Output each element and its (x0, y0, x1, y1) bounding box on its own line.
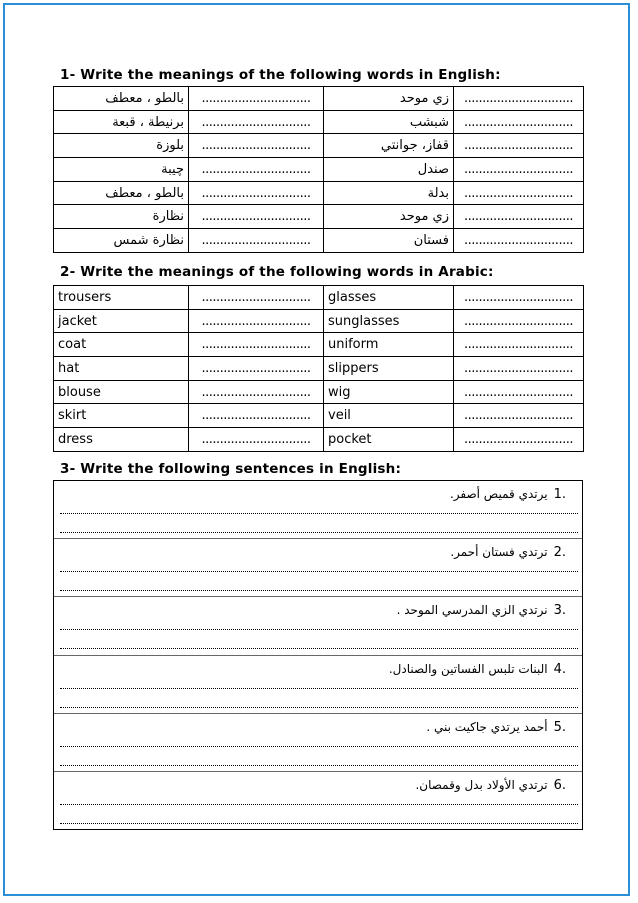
answer-blank[interactable]: .............................. (189, 428, 324, 452)
answer-blank[interactable]: .............................. (189, 87, 324, 111)
section2-table (53, 285, 584, 452)
answer-blank[interactable]: .............................. (454, 158, 584, 182)
word-cell: pocket (324, 428, 454, 452)
answer-line[interactable] (60, 765, 578, 766)
sentence-text (450, 487, 566, 502)
word-cell: شبشب (324, 110, 454, 134)
word-cell: قفاز، جوانتي (324, 134, 454, 158)
section2-heading: 2- Write the meanings of the following words in Arabic: (60, 264, 494, 280)
answer-blank[interactable]: .............................. (189, 110, 324, 134)
table-row (54, 134, 584, 158)
answer-blank[interactable]: .............................. (189, 286, 324, 310)
sentences-box (53, 480, 583, 830)
sentence-item (54, 656, 582, 714)
word-cell: veil (324, 404, 454, 428)
table-row (54, 87, 584, 111)
answer-line[interactable] (60, 571, 578, 572)
answer-line[interactable] (60, 707, 578, 708)
word-cell: slippers (324, 357, 454, 381)
answer-blank[interactable]: .............................. (454, 428, 584, 452)
answer-blank[interactable]: .............................. (454, 380, 584, 404)
answer-line[interactable] (60, 804, 578, 805)
word-cell: بدلة (324, 181, 454, 205)
table-row (54, 357, 584, 381)
word-cell: بالطو ، معطف (54, 181, 189, 205)
answer-blank[interactable]: .............................. (454, 229, 584, 253)
sentence-number: 1. (553, 487, 566, 502)
answer-blank[interactable]: .............................. (189, 205, 324, 229)
sentence-item (54, 597, 582, 655)
word-cell: زي موحد (324, 205, 454, 229)
sentence-number: 4. (553, 661, 566, 677)
section1-table (53, 86, 584, 253)
section1-heading: 1- Write the meanings of the following words in English: (60, 67, 501, 83)
sentence-text (426, 720, 566, 735)
sentence-item (54, 481, 582, 539)
answer-blank[interactable]: .............................. (189, 333, 324, 357)
sentence-item (54, 714, 582, 772)
word-cell: چيبة (54, 158, 189, 182)
word-cell: coat (54, 333, 189, 357)
answer-blank[interactable]: .............................. (189, 181, 324, 205)
answer-blank[interactable]: .............................. (454, 134, 584, 158)
sentence-number: 6. (553, 777, 566, 793)
answer-blank[interactable]: .............................. (189, 380, 324, 404)
word-cell: dress (54, 428, 189, 452)
table-row (54, 404, 584, 428)
word-cell: jacket (54, 309, 189, 333)
word-cell: بلوزة (54, 134, 189, 158)
sentence-number: 5. (553, 719, 566, 735)
answer-line[interactable] (60, 532, 578, 533)
word-cell: wig (324, 380, 454, 404)
sentence-number: 3. (553, 603, 566, 619)
answer-blank[interactable]: .............................. (189, 134, 324, 158)
sentence-arabic: نرتدي الزي المدرسي الموحد . (396, 603, 548, 618)
sentence-text (415, 778, 566, 793)
table-row (54, 286, 584, 310)
sentence-number: 2. (553, 545, 566, 561)
table-row (54, 380, 584, 404)
sentence-item (54, 539, 582, 597)
sentence-text (397, 603, 566, 618)
word-cell: فستان (324, 229, 454, 253)
answer-blank[interactable]: .............................. (454, 357, 584, 381)
word-cell: sunglasses (324, 309, 454, 333)
sentence-arabic: يرتدي قميص أصفر. (449, 487, 548, 501)
word-cell: زي موحد (324, 87, 454, 111)
table-row (54, 110, 584, 134)
word-cell: برنيطة ، قبعة (54, 110, 189, 134)
answer-blank[interactable]: .............................. (189, 309, 324, 333)
answer-blank[interactable]: .............................. (454, 333, 584, 357)
answer-line[interactable] (60, 648, 578, 649)
sentence-arabic: ترتدي الأولاد بدل وقمصان. (415, 777, 548, 792)
answer-line[interactable] (60, 823, 578, 824)
sentence-arabic: ترتدي فستان أحمر. (450, 545, 548, 560)
sentence-text (450, 545, 566, 560)
word-cell: نظارة شمس (54, 229, 189, 253)
table-row (54, 229, 584, 253)
sentence-arabic: البنات تلبس الفساتين والصنادل. (388, 661, 548, 676)
word-cell: صندل (324, 158, 454, 182)
answer-line[interactable] (60, 590, 578, 591)
table-row (54, 309, 584, 333)
answer-blank[interactable]: .............................. (454, 309, 584, 333)
section3-heading: 3- Write the following sentences in English: (60, 461, 402, 477)
word-cell: glasses (324, 286, 454, 310)
answer-blank[interactable]: .............................. (189, 158, 324, 182)
answer-line[interactable] (60, 688, 578, 689)
answer-line[interactable] (60, 513, 578, 514)
answer-blank[interactable]: .............................. (189, 404, 324, 428)
answer-blank[interactable]: .............................. (454, 110, 584, 134)
table-row (54, 158, 584, 182)
sentence-text (389, 662, 566, 677)
answer-blank[interactable]: .............................. (454, 404, 584, 428)
answer-line[interactable] (60, 629, 578, 630)
word-cell: blouse (54, 380, 189, 404)
table-row (54, 205, 584, 229)
word-cell: uniform (324, 333, 454, 357)
answer-line[interactable] (60, 746, 578, 747)
answer-blank[interactable]: .............................. (189, 229, 324, 253)
table-row (54, 181, 584, 205)
answer-blank[interactable]: .............................. (454, 205, 584, 229)
table-row (54, 428, 584, 452)
sentence-item (54, 772, 582, 830)
word-cell: hat (54, 357, 189, 381)
answer-blank[interactable]: .............................. (454, 286, 584, 310)
word-cell: trousers (54, 286, 189, 310)
table-row (54, 333, 584, 357)
sentence-arabic: أحمد يرتدي جاكيت بني . (426, 719, 548, 734)
answer-blank[interactable]: .............................. (454, 181, 584, 205)
answer-blank[interactable]: .............................. (454, 87, 584, 111)
word-cell: نظارة (54, 205, 189, 229)
word-cell: skirt (54, 404, 189, 428)
word-cell: بالطو ، معطف (54, 87, 189, 111)
answer-blank[interactable]: .............................. (189, 357, 324, 381)
